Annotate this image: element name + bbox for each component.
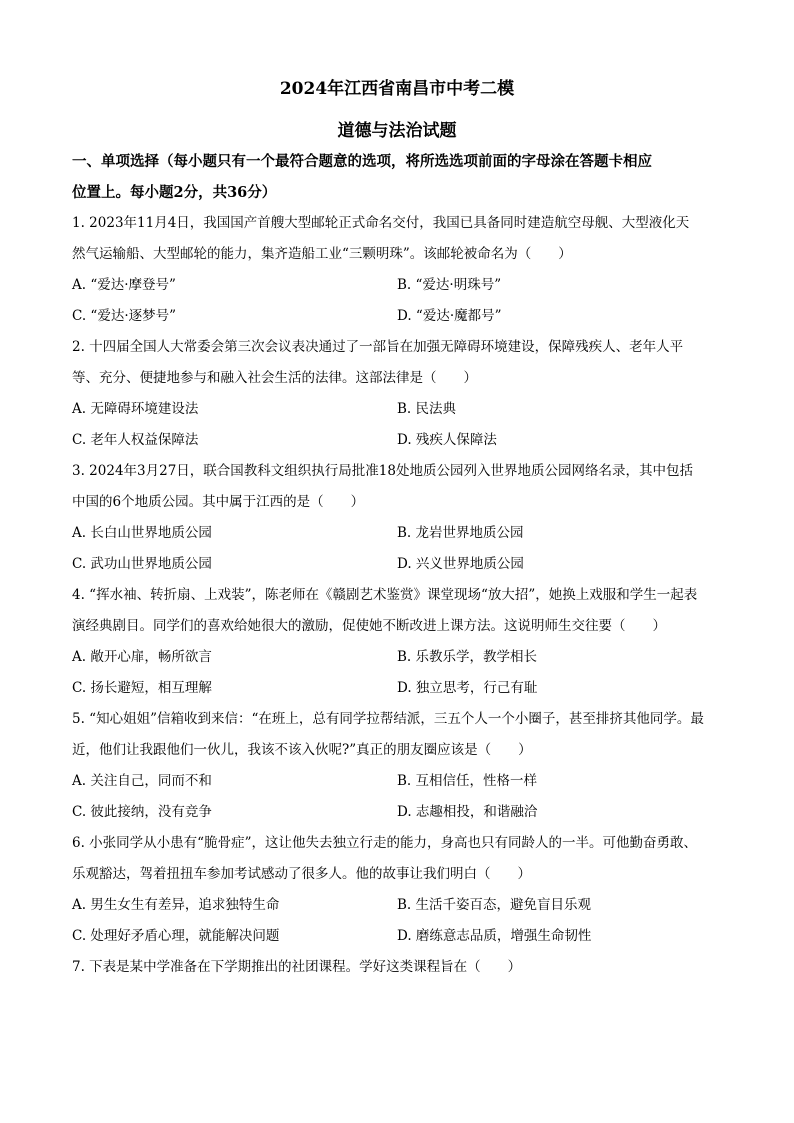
option-row <box>72 518 732 549</box>
question-stem-line: 4. “挥水袖、转折扇、上戏装”，陈老师在《赣剧艺术鉴赏》课堂现场“放大招”，她换上戏服和学生一起表 <box>72 587 698 603</box>
question-stem-line: 1. 2023年11月4日，我国国产首艘大型邮轮正式命名交付，我国已具备同时建造航空母舰、大型液化天 <box>72 215 690 231</box>
option-row <box>72 797 732 828</box>
option-c: C. 彼此接纳，没有竞争 <box>72 804 212 820</box>
option-row <box>72 766 732 797</box>
option-d: D. 独立思考，行己有耻 <box>397 680 538 696</box>
question-stem-line: 中国的6个地质公园。其中属于江西的是（ ） <box>72 494 365 510</box>
question-2 <box>72 332 732 456</box>
option-row <box>72 890 732 921</box>
option-b: B. 民法典 <box>397 401 457 417</box>
question-stem-line: 5. “知心姐姐”信箱收到来信：“在班上，总有同学拉帮结派，三五个人一个小圈子，甚至排挤其他同学。最 <box>72 711 704 727</box>
question-stem-line: 等、充分、便捷地参与和融入社会生活的法律。这部法律是（ ） <box>72 370 477 386</box>
question-3 <box>72 456 732 580</box>
question-list <box>72 208 732 983</box>
option-a: A. 关注自己，同而不和 <box>72 773 212 789</box>
question-stem-line: 3. 2024年3月27日，联合国教科文组织执行局批准18处地质公园列入世界地质公园网络名录，其中包括 <box>72 463 693 479</box>
option-row <box>72 673 732 704</box>
option-row <box>72 921 732 952</box>
question-stem-line: 乐观豁达，驾着扭扭车参加考试感动了很多人。他的故事让我们明白（ ） <box>72 866 531 882</box>
question-6 <box>72 828 732 952</box>
option-row <box>72 394 732 425</box>
section-heading-line: 位置上。每小题2分，共36分） <box>72 184 277 201</box>
option-c: C. 武功山世界地质公园 <box>72 556 212 572</box>
question-stem-line: 6. 小张同学从小患有“脆骨症”，这让他失去独立行走的能力，身高也只有同龄人的一半。可他勤奋勇敢、 <box>72 835 697 851</box>
option-a: A. “爱达·摩登号” <box>72 277 176 293</box>
option-c: C. 扬长避短，相互理解 <box>72 680 212 696</box>
option-c: C. 老年人权益保障法 <box>72 432 199 448</box>
option-row <box>72 425 732 456</box>
option-b: B. 生活千姿百态，避免盲目乐观 <box>397 897 592 913</box>
question-stem-line: 2. 十四届全国人大常委会第三次会议表决通过了一部旨在加强无障碍环境建设，保障残疾人、老年人平 <box>72 339 684 355</box>
option-d: D. 志趣相投，和谐融洽 <box>397 804 538 820</box>
option-b: B. 乐教乐学，教学相长 <box>397 649 538 665</box>
question-stem-line: 演经典剧目。同学们的喜欢给她很大的激励，促使她不断改进上课方法。这说明师生交往要（ ） <box>72 618 666 634</box>
section-heading <box>72 146 732 208</box>
question-5 <box>72 704 732 828</box>
option-d: D. 磨练意志品质，增强生命韧性 <box>397 928 592 944</box>
option-row <box>72 549 732 580</box>
option-row <box>72 301 732 332</box>
option-a: A. 长白山世界地质公园 <box>72 525 212 541</box>
question-stem-line: 7. 下表是某中学准备在下学期推出的社团课程。学好这类课程旨在（ ） <box>72 959 522 975</box>
question-stem-line: 近，他们让我跟他们一伙儿，我该不该入伙呢?”真正的朋友圈应该是（ ） <box>72 742 532 758</box>
option-c: C. 处理好矛盾心理，就能解决问题 <box>72 928 280 944</box>
exam-title: 2024年江西省南昌市中考二模 <box>279 79 515 99</box>
option-a: A. 无障碍环境建设法 <box>72 401 199 417</box>
option-c: C. “爱达·逐梦号” <box>72 308 177 324</box>
exam-subtitle: 道德与法治试题 <box>337 121 457 141</box>
option-row <box>72 270 732 301</box>
option-row <box>72 642 732 673</box>
question-7 <box>72 952 732 983</box>
option-a: A. 敞开心扉，畅所欲言 <box>72 649 212 665</box>
option-d: D. 兴义世界地质公园 <box>397 556 524 572</box>
option-a: A. 男生女生有差异，追求独特生命 <box>72 897 280 913</box>
option-d: D. 残疾人保障法 <box>397 432 497 448</box>
option-b: B. “爱达·明珠号” <box>397 277 502 293</box>
question-4 <box>72 580 732 704</box>
option-b: B. 龙岩世界地质公园 <box>397 525 524 541</box>
section-heading-line: 一、单项选择（每小题只有一个最符合题意的选项，将所选选项前面的字母涂在答题卡相应 <box>72 153 652 170</box>
option-b: B. 互相信任，性格一样 <box>397 773 538 789</box>
question-1 <box>72 208 732 332</box>
option-d: D. “爱达·魔都号” <box>397 308 502 324</box>
question-stem-line: 然气运输船、大型邮轮的能力，集齐造船工业“三颗明珠”。该邮轮被命名为（ ） <box>72 246 572 262</box>
